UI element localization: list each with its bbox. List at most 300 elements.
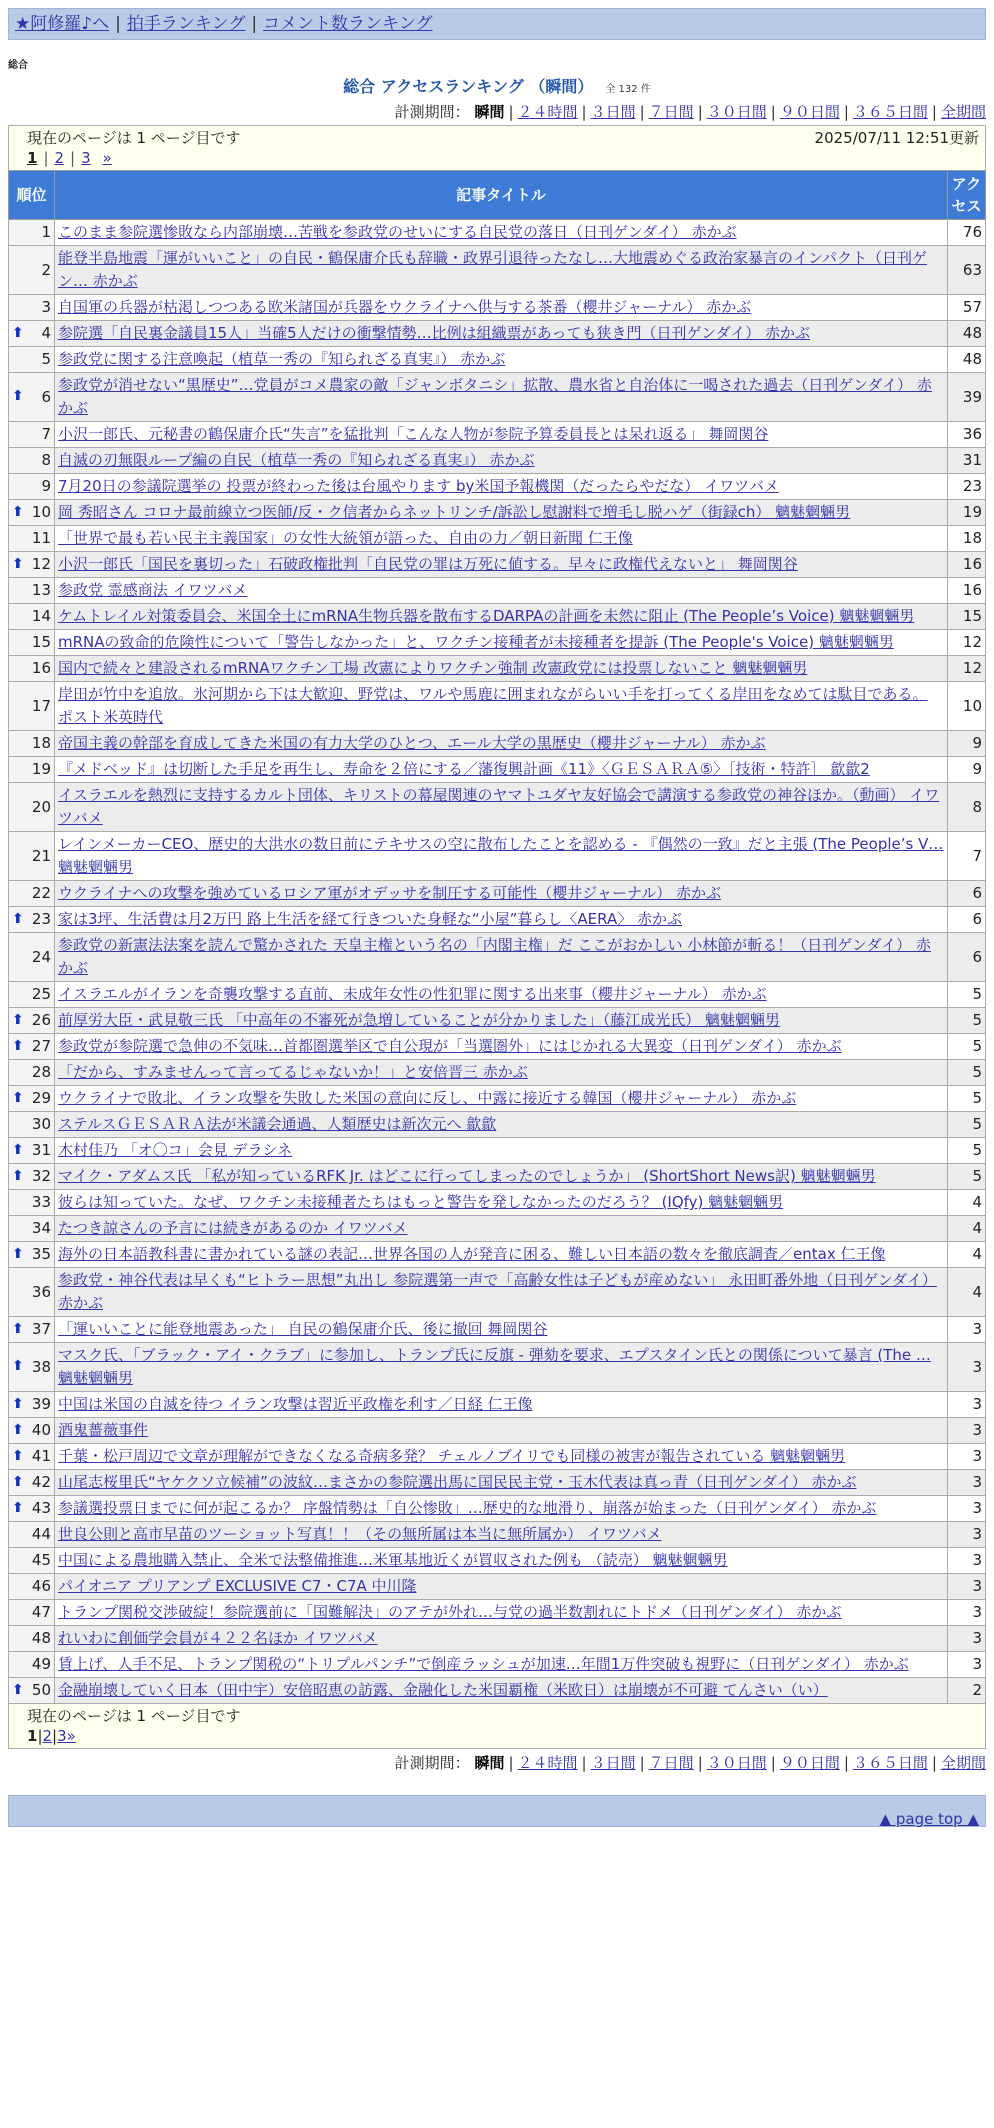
page-link-2[interactable]: 2 xyxy=(54,149,65,167)
comment-ranking-link[interactable]: コメント数ランキング xyxy=(263,14,433,34)
title-cell xyxy=(55,1548,948,1574)
period-link-7d[interactable]: ７日間 xyxy=(648,103,694,121)
table-row xyxy=(9,1216,986,1242)
article-link[interactable]: 参政党が消せない“黒歴史”…党員がコメ農家の敵「ジャンボタニシ」拡散、農水省と自治体に一喝された過去（日刊ゲンダイ） 赤かぶ xyxy=(58,376,932,417)
access-count: 8 xyxy=(948,783,986,832)
title-cell xyxy=(55,832,948,881)
rank-cell xyxy=(9,1496,55,1522)
table-row xyxy=(9,783,986,832)
table-row xyxy=(9,682,986,731)
period-link-7d-bottom[interactable]: ７日間 xyxy=(648,1754,694,1772)
article-link[interactable]: イスラエルを熱烈に支持するカルト団体、キリストの幕屋関連のヤマトユダヤ友好協会で講演する参政党の神谷ほか。（動画） イワツバメ xyxy=(58,786,940,827)
access-count: 2 xyxy=(948,1678,986,1704)
title-cell xyxy=(55,656,948,682)
rank-cell xyxy=(9,220,55,246)
rank-cell xyxy=(9,1034,55,1060)
access-count: 5 xyxy=(948,982,986,1008)
article-link[interactable]: 岸田が竹中を追放。氷河期から下は大歓迎、野党は、ワルや馬鹿に囲まれながらいい手を打ってくる岸田をなめては駄目である。 ポスト米英時代 xyxy=(58,685,928,726)
rank-number: 35 xyxy=(31,1245,51,1263)
access-count: 23 xyxy=(948,474,986,500)
table-row xyxy=(9,347,986,373)
access-count: 16 xyxy=(948,552,986,578)
up-arrow-icon: ⬆ xyxy=(12,1089,24,1106)
access-count: 4 xyxy=(948,1242,986,1268)
rank-number: 5 xyxy=(41,350,51,368)
rank-cell xyxy=(9,1522,55,1548)
title-cell xyxy=(55,1652,948,1678)
table-row xyxy=(9,731,986,757)
page-title xyxy=(8,77,986,100)
title-cell xyxy=(55,373,948,422)
table-row xyxy=(9,1626,986,1652)
rank-number: 50 xyxy=(31,1681,51,1699)
title-cell xyxy=(55,682,948,731)
table-row xyxy=(9,1678,986,1704)
table-row xyxy=(9,933,986,982)
table-row xyxy=(9,448,986,474)
rank-number: 23 xyxy=(31,910,51,928)
access-count: 3 xyxy=(948,1444,986,1470)
rank-number: 47 xyxy=(31,1603,51,1621)
title-cell xyxy=(55,321,948,347)
rank-number: 38 xyxy=(31,1357,51,1376)
rank-cell xyxy=(9,246,55,295)
rank-number: 6 xyxy=(41,387,51,406)
period-label: 計測期間： xyxy=(394,103,470,121)
access-count: 3 xyxy=(948,1626,986,1652)
title-cell xyxy=(55,1392,948,1418)
article-link[interactable]: トランプ関税交渉破綻！参院選前に「国難解決」のアテが外れ…与党の過半数割れにトドメ（日刊ゲンダイ） 赤かぶ xyxy=(58,1603,842,1621)
access-count: 4 xyxy=(948,1216,986,1242)
table-row xyxy=(9,1086,986,1112)
title-cell xyxy=(55,1216,948,1242)
rank-cell xyxy=(9,1418,55,1444)
rank-cell xyxy=(9,757,55,783)
article-link[interactable]: 自滅の刃無限ループ編の自民（植草一秀の『知られざる真実』） 赤かぶ xyxy=(58,451,535,469)
table-row xyxy=(9,1317,986,1343)
rank-number: 20 xyxy=(31,797,51,816)
article-link[interactable]: 「世界で最も若い民主主義国家」の女性大統領が語った、自由の力／朝日新聞 仁王像 xyxy=(58,529,633,547)
title-cell xyxy=(55,1190,948,1216)
period-link-30d[interactable]: ３０日間 xyxy=(706,103,767,121)
period-link-24h-bottom[interactable]: ２４時間 xyxy=(517,1754,578,1772)
article-link[interactable]: 参政党 霊感商法 イワツバメ xyxy=(58,581,248,599)
access-count: 15 xyxy=(948,604,986,630)
table-row xyxy=(9,630,986,656)
page-next-link[interactable]: » xyxy=(102,149,112,167)
period-current: 瞬間 xyxy=(474,103,505,121)
title-cell xyxy=(55,1086,948,1112)
up-arrow-icon: ⬆ xyxy=(12,1245,24,1262)
rank-number: 46 xyxy=(31,1577,51,1595)
article-link[interactable]: 「だから、すみませんって言ってるじゃないか！」と安倍晋三 赤かぶ xyxy=(58,1063,528,1081)
article-link[interactable]: ステルスＧＥＳＡＲＡ法が米議会通過、人類歴史は新次元へ 歙歙 xyxy=(58,1115,497,1133)
rank-cell xyxy=(9,1600,55,1626)
ranking-title: 総合 アクセスランキング （瞬間） xyxy=(343,77,594,96)
rank-cell xyxy=(9,1112,55,1138)
rank-number: 33 xyxy=(31,1193,51,1211)
article-link[interactable]: イスラエルがイランを奇襲攻撃する直前、未成年女性の性犯罪に関する出来事（櫻井ジャーナル） 赤かぶ xyxy=(58,985,767,1003)
access-count: 5 xyxy=(948,1034,986,1060)
rank-number: 16 xyxy=(31,659,51,677)
home-link[interactable]: ★阿修羅♪へ xyxy=(15,14,110,34)
period-link-90d[interactable]: ９０日間 xyxy=(779,103,840,121)
period-selector-top: 計測期間： 瞬間 | ２４時間 | ３日間 | ７日間 | ３０日間 | ９０日間 | ３６５日間 | 全期間 xyxy=(394,103,986,121)
table-row xyxy=(9,1190,986,1216)
access-count: 76 xyxy=(948,220,986,246)
article-link[interactable]: 中国による農地購入禁止、全米で法整備推進…米軍基地近くが買収された例も （読売） 魑魅魍魎男 xyxy=(58,1551,728,1569)
title-cell xyxy=(55,474,948,500)
up-arrow-icon: ⬆ xyxy=(12,555,24,572)
table-row xyxy=(9,552,986,578)
article-link[interactable]: 参政党が参院選で急伸の不気味…首都圏選挙区で自公現が「当選圏外」にはじかれる大異変（日刊ゲンダイ） 赤かぶ xyxy=(58,1037,842,1055)
article-link[interactable]: 家は3坪、生活費は月2万円 路上生活を経て行きついた身軽な“小屋”暮らし〈AERA〉 赤かぶ xyxy=(58,910,682,928)
access-count: 3 xyxy=(948,1418,986,1444)
table-row xyxy=(9,832,986,881)
access-count: 3 xyxy=(948,1522,986,1548)
col-count-header: アクセス xyxy=(948,171,986,220)
rank-number: 27 xyxy=(31,1037,51,1055)
up-arrow-icon: ⬆ xyxy=(12,1681,24,1698)
rank-cell xyxy=(9,604,55,630)
page-link-3-bottom[interactable]: 3 xyxy=(57,1727,67,1745)
col-title-header: 記事タイトル xyxy=(55,171,948,220)
rank-cell xyxy=(9,1652,55,1678)
article-link[interactable]: 金融崩壊していく日本（田中宇）安倍昭恵の訪露、金融化した米国覇権（米欧日）は崩壊が不可避 てんさい（い） xyxy=(58,1681,828,1699)
period-link-all-bottom[interactable]: 全期間 xyxy=(940,1754,986,1772)
up-arrow-icon: ⬆ xyxy=(12,388,24,404)
table-row xyxy=(9,1008,986,1034)
article-link[interactable]: ウクライナで敗北、イラン攻撃を失敗した米国の意向に反し、中露に接近する韓国（櫻井ジャーナル） 赤かぶ xyxy=(58,1089,797,1107)
article-link[interactable]: 帝国主義の幹部を育成してきた米国の有力大学のひとつ、エール大学の黒歴史（櫻井ジャーナル） 赤かぶ xyxy=(58,734,766,752)
rank-number: 28 xyxy=(31,1063,51,1081)
article-link[interactable]: 木村佳乃 「オ〇コ」会見 デラシネ xyxy=(58,1141,293,1159)
title-cell xyxy=(55,881,948,907)
rank-cell xyxy=(9,1268,55,1317)
access-count: 5 xyxy=(948,1164,986,1190)
title-cell xyxy=(55,1678,948,1704)
title-cell xyxy=(55,1418,948,1444)
period-link-90d-bottom[interactable]: ９０日間 xyxy=(779,1754,840,1772)
rank-number: 30 xyxy=(31,1115,51,1133)
article-link[interactable]: 賃上げ、人手不足、トランプ関税の“トリプルパンチ”で倒産ラッシュが加速…年間1万件突破も視野に（日刊ゲンダイ） 赤かぶ xyxy=(58,1655,909,1673)
title-cell xyxy=(55,500,948,526)
rank-cell xyxy=(9,448,55,474)
title-cell xyxy=(55,1574,948,1600)
title-cell xyxy=(55,1268,948,1317)
access-count: 31 xyxy=(948,448,986,474)
top-navigation: ★阿修羅♪へ | 拍手ランキング | コメント数ランキング xyxy=(8,8,986,40)
rank-number: 39 xyxy=(31,1395,51,1413)
rank-number: 3 xyxy=(41,298,51,316)
title-cell xyxy=(55,246,948,295)
article-link[interactable]: 世良公則と高市早苗のツーショット写真！！（その無所属は本当に無所属か） イワツバメ xyxy=(58,1525,662,1543)
article-link[interactable]: 7月20日の参議院選挙の 投票が終わった後は台風やります by米国予報機関（だったらやだな） イワツバメ xyxy=(58,477,779,495)
up-arrow-icon: ⬆ xyxy=(12,1011,24,1028)
access-count: 5 xyxy=(948,1008,986,1034)
article-link[interactable]: 山尾志桜里氏“ヤケクソ立候補”の波紋…まさかの参院選出馬に国民民主党・玉木代表は真っ青（日刊ゲンダイ） 赤かぶ xyxy=(58,1473,857,1491)
rank-number: 29 xyxy=(31,1089,51,1107)
article-link[interactable]: このまま参院選惨敗なら内部崩壊…苦戦を参政党のせいにする自民党の落日（日刊ゲンダイ） 赤かぶ xyxy=(58,223,737,241)
title-cell xyxy=(55,1164,948,1190)
up-arrow-icon: ⬆ xyxy=(12,1167,24,1184)
page-next-link-bottom[interactable]: » xyxy=(66,1727,76,1745)
up-arrow-icon: ⬆ xyxy=(12,1141,24,1158)
page-link-2-bottom[interactable]: 2 xyxy=(42,1727,53,1745)
rank-cell xyxy=(9,881,55,907)
rank-cell xyxy=(9,783,55,832)
up-arrow-icon: ⬆ xyxy=(12,1499,24,1516)
table-row xyxy=(9,1392,986,1418)
rank-number: 24 xyxy=(31,947,51,966)
access-count: 9 xyxy=(948,757,986,783)
table-row xyxy=(9,578,986,604)
rank-cell xyxy=(9,933,55,982)
rank-cell xyxy=(9,1216,55,1242)
access-count: 39 xyxy=(948,373,986,422)
rank-number: 49 xyxy=(31,1655,51,1673)
table-row xyxy=(9,220,986,246)
article-link[interactable]: 千葉・松戸周辺で文章が理解ができなくなる奇病多発？ チェルノブイリでも同様の被害が報告されている 魑魅魍魎男 xyxy=(58,1447,846,1465)
access-count: 18 xyxy=(948,526,986,552)
table-row xyxy=(9,1034,986,1060)
title-cell xyxy=(55,1444,948,1470)
table-row xyxy=(9,1343,986,1392)
article-link[interactable]: たつき諒さんの予言には続きがあるのか イワツバメ xyxy=(58,1219,408,1237)
title-cell xyxy=(55,347,948,373)
title-cell xyxy=(55,604,948,630)
footer-bar xyxy=(8,1795,986,1827)
title-cell xyxy=(55,1138,948,1164)
page-current-bottom: 1 xyxy=(27,1727,38,1745)
rank-number: 21 xyxy=(31,846,51,865)
rank-cell xyxy=(9,321,55,347)
access-count: 19 xyxy=(948,500,986,526)
rank-cell xyxy=(9,1317,55,1343)
article-link[interactable]: 前厚労大臣・武見敬三氏 「中高年の不審死が急増していることが分かりました」（藤江成光氏） 魑魅魍魎男 xyxy=(58,1011,781,1029)
access-count: 10 xyxy=(948,682,986,731)
table-row xyxy=(9,246,986,295)
title-cell xyxy=(55,1060,948,1086)
rank-number: 41 xyxy=(31,1447,51,1465)
article-link[interactable]: 能登半島地震「運がいいこと」の自民・鶴保庸介氏も辞職・政界引退待ったなし…大地震めぐる政治家暴言のインパクト（日刊ゲン… 赤かぶ xyxy=(58,249,927,290)
rank-number: 36 xyxy=(31,1282,51,1301)
title-cell xyxy=(55,783,948,832)
access-count: 3 xyxy=(948,1317,986,1343)
table-row xyxy=(9,1600,986,1626)
title-cell xyxy=(55,1112,948,1138)
article-link[interactable]: 参政党の新憲法法案を読んで驚かされた 天皇主権という名の「内閣主権」だ ここがおかしい 小林節が斬る！（日刊ゲンダイ） 赤かぶ xyxy=(58,936,931,977)
rank-cell xyxy=(9,422,55,448)
access-count: 12 xyxy=(948,656,986,682)
title-cell xyxy=(55,552,948,578)
title-cell xyxy=(55,220,948,246)
table-row xyxy=(9,1522,986,1548)
rank-number: 48 xyxy=(31,1629,51,1647)
rank-cell xyxy=(9,347,55,373)
title-cell xyxy=(55,1008,948,1034)
page-status: 現在のページは 1 ページ目です xyxy=(27,129,241,147)
rank-cell xyxy=(9,1548,55,1574)
up-arrow-icon: ⬆ xyxy=(12,1358,24,1374)
title-cell xyxy=(55,1242,948,1268)
title-cell xyxy=(55,1496,948,1522)
rank-cell xyxy=(9,295,55,321)
clap-ranking-link[interactable]: 拍手ランキング xyxy=(126,14,246,34)
category-label: 総合 xyxy=(8,60,28,71)
access-count: 63 xyxy=(948,246,986,295)
table-row xyxy=(9,373,986,422)
rank-cell xyxy=(9,500,55,526)
pager-bottom: 現在のページは 1 ページ目です 1|2|3» xyxy=(8,1704,986,1749)
rank-number: 10 xyxy=(31,503,51,521)
article-link[interactable]: ケムトレイル対策委員会、米国全土にmRNA生物兵器を散布するDARPAの計画を未然に阻止 (The People’s Voice) 魑魅魍魎男 xyxy=(58,607,915,625)
ranking-table xyxy=(8,170,986,1704)
up-arrow-icon: ⬆ xyxy=(12,503,24,520)
rank-number: 19 xyxy=(31,760,51,778)
rank-number: 8 xyxy=(41,451,51,469)
table-row xyxy=(9,295,986,321)
article-link[interactable]: mRNAの致命的危険性について「警告しなかった」と、ワクチン接種者が未接種者を提訴 (The People's Voice) 魑魅魍魎男 xyxy=(58,633,894,651)
table-row xyxy=(9,757,986,783)
title-cell xyxy=(55,1626,948,1652)
rank-number: 32 xyxy=(31,1167,51,1185)
article-link[interactable]: 彼らは知っていた。なぜ、ワクチン未接種者たちはもっと警告を発しなかったのだろう？ (IQfy) 魑魅魍魎男 xyxy=(58,1193,784,1211)
article-link[interactable]: 参政党に関する注意喚起（植草一秀の『知られざる真実』） 赤かぶ xyxy=(58,350,506,368)
article-link[interactable]: 小沢一郎氏「国民を裏切った」石破政権批判「自民党の罪は万死に値する。早々に政権代えないと」 舞岡関谷 xyxy=(58,555,798,573)
page-current: 1 xyxy=(27,149,38,167)
rank-cell xyxy=(9,1626,55,1652)
article-link[interactable]: 「運いいことに能登地震あった」 自民の鶴保庸介氏、後に撤回 舞岡関谷 xyxy=(58,1320,548,1338)
title-cell xyxy=(55,578,948,604)
rank-cell xyxy=(9,1164,55,1190)
period-link-3d-bottom[interactable]: ３日間 xyxy=(590,1754,636,1772)
access-count: 57 xyxy=(948,295,986,321)
rank-number: 31 xyxy=(31,1141,51,1159)
rank-cell xyxy=(9,656,55,682)
rank-number: 4 xyxy=(41,324,51,342)
rank-cell xyxy=(9,526,55,552)
article-link[interactable]: 酒鬼薔薇事件 xyxy=(58,1421,149,1439)
access-count: 6 xyxy=(948,907,986,933)
access-count: 3 xyxy=(948,1600,986,1626)
rank-number: 18 xyxy=(31,734,51,752)
table-row xyxy=(9,1060,986,1086)
access-count: 36 xyxy=(948,422,986,448)
article-link[interactable]: 『メドベッド』は切断した手足を再生し、寿命を２倍にする／藩復興計画《11》〈ＧＥＳＡＲＡ⑤〉［技術・特許］ 歙歙2 xyxy=(58,760,870,778)
article-link[interactable]: 中国は米国の自滅を待つ イラン攻撃は習近平政権を利す／日経 仁王像 xyxy=(58,1395,533,1413)
table-row xyxy=(9,1548,986,1574)
article-link[interactable]: 小沢一郎氏、元秘書の鶴保庸介氏“失言”を猛批判「こんな人物が参院予算委員長とは呆れ返る」 舞岡関谷 xyxy=(58,425,769,443)
article-link[interactable]: 参政党・神谷代表は早くも“ヒトラー思想”丸出し 参院選第一声で「高齢女性は子どもが産めない」 永田町番外地（日刊ゲンダイ） 赤かぶ xyxy=(58,1271,937,1312)
rank-cell xyxy=(9,1242,55,1268)
page-link-3[interactable]: 3 xyxy=(81,149,91,167)
title-cell xyxy=(55,526,948,552)
period-link-365d[interactable]: ３６５日間 xyxy=(852,103,928,121)
access-count: 3 xyxy=(948,1470,986,1496)
period-link-365d-bottom[interactable]: ３６５日間 xyxy=(852,1754,928,1772)
rank-number: 22 xyxy=(31,884,51,902)
rank-cell xyxy=(9,474,55,500)
article-link[interactable]: れいわに創価学会員が４２２名ほか イワツバメ xyxy=(58,1629,378,1647)
col-rank-header: 順位 xyxy=(9,171,55,220)
article-link[interactable]: 国内で続々と建設されるmRNAワクチン工場 改憲によりワクチン強制 改憲政党には投票しないこと 魑魅魍魎男 xyxy=(58,659,808,677)
article-link[interactable]: 自国軍の兵器が枯渇しつつある欧米諸国が兵器をウクライナへ供与する茶番（櫻井ジャーナル） 赤かぶ xyxy=(58,298,752,316)
rank-cell xyxy=(9,1444,55,1470)
rank-cell xyxy=(9,552,55,578)
article-link[interactable]: 岡 秀昭さん コロナ最前線立つ医師/反・ク信者からネットリンチ/訴訟し慰謝料で増毛し脱ハゲ（街録ch） 魑魅魍魎男 xyxy=(58,503,851,521)
period-link-24h[interactable]: ２４時間 xyxy=(517,103,578,121)
title-cell xyxy=(55,448,948,474)
rank-number: 7 xyxy=(41,425,51,443)
rank-number: 15 xyxy=(31,633,51,651)
rank-number: 43 xyxy=(31,1499,51,1517)
table-row xyxy=(9,474,986,500)
pager-top: 現在のページは 1 ページ目です 2025/07/11 12:51更新 1 | 2 | 3 » xyxy=(8,125,986,170)
article-link[interactable]: マスク氏、「ブラック・アイ・クラブ」に参加し、トランプ氏に反旗 - 弾劾を要求、エプスタイン氏との関係について暴言 (The … 魑魅魍魎男 xyxy=(58,1346,931,1387)
rank-cell xyxy=(9,682,55,731)
table-row xyxy=(9,321,986,347)
title-cell xyxy=(55,295,948,321)
article-link[interactable]: ウクライナへの攻撃を強めているロシア軍がオデッサを制圧する可能性（櫻井ジャーナル） 赤かぶ xyxy=(58,884,721,902)
up-arrow-icon: ⬆ xyxy=(12,910,24,927)
table-row xyxy=(9,1268,986,1317)
rank-number: 45 xyxy=(31,1551,51,1569)
rank-cell xyxy=(9,1190,55,1216)
table-row xyxy=(9,1496,986,1522)
article-link[interactable]: 参議選投票日までに何が起こるか？ 序盤情勢は「自公惨敗」…歴史的な地滑り、崩落が始まった（日刊ゲンダイ） 赤かぶ xyxy=(58,1499,877,1517)
up-arrow-icon: ⬆ xyxy=(12,1447,24,1464)
rank-cell xyxy=(9,1678,55,1704)
access-count: 7 xyxy=(948,832,986,881)
access-count: 5 xyxy=(948,1060,986,1086)
page-top-link[interactable]: ▲ page top ▲ xyxy=(879,1810,979,1828)
article-link[interactable]: パイオニア プリアンプ EXCLUSIVE C7・C7A 中川隆 xyxy=(58,1577,417,1595)
rank-cell xyxy=(9,1470,55,1496)
article-link[interactable]: 海外の日本語教科書に書かれている謎の表記…世界各国の人が発音に困る、難しい日本語の数々を徹底調査／entax 仁王像 xyxy=(58,1245,886,1263)
article-link[interactable]: マイク・アダムス氏 「私が知っているRFK Jr. はどこに行ってしまったのでしょうか」 (ShortShort News訳) 魑魅魍魎男 xyxy=(58,1167,876,1185)
rank-cell xyxy=(9,578,55,604)
rank-number: 1 xyxy=(41,223,51,241)
access-count: 48 xyxy=(948,321,986,347)
up-arrow-icon: ⬆ xyxy=(12,1421,24,1438)
table-row xyxy=(9,422,986,448)
access-count: 4 xyxy=(948,1268,986,1317)
access-count: 3 xyxy=(948,1652,986,1678)
table-row xyxy=(9,1574,986,1600)
total-count: 全 132 件 xyxy=(605,84,651,95)
table-row xyxy=(9,1112,986,1138)
title-cell xyxy=(55,1343,948,1392)
title-cell xyxy=(55,933,948,982)
article-link[interactable]: レインメーカーCEO、歴史的大洪水の数日前にテキサスの空に散布したことを認める - 『偶然の一致』だと主張 (The People’s V… 魑魅魍魎男 xyxy=(58,835,944,876)
rank-number: 13 xyxy=(31,581,51,599)
access-count: 16 xyxy=(948,578,986,604)
table-row xyxy=(9,500,986,526)
access-count: 9 xyxy=(948,731,986,757)
rank-cell xyxy=(9,1138,55,1164)
table-row xyxy=(9,881,986,907)
period-link-all[interactable]: 全期間 xyxy=(940,103,986,121)
rank-number: 42 xyxy=(31,1473,51,1491)
title-cell xyxy=(55,757,948,783)
up-arrow-icon: ⬆ xyxy=(12,1473,24,1490)
title-cell xyxy=(55,982,948,1008)
period-link-3d[interactable]: ３日間 xyxy=(590,103,636,121)
period-link-30d-bottom[interactable]: ３０日間 xyxy=(706,1754,767,1772)
article-link[interactable]: 参院選「自民裏金議員15人」当確5人だけの衝撃情勢…比例は組織票があっても狭き門（日刊ゲンダイ） 赤かぶ xyxy=(58,324,811,342)
access-count: 3 xyxy=(948,1574,986,1600)
